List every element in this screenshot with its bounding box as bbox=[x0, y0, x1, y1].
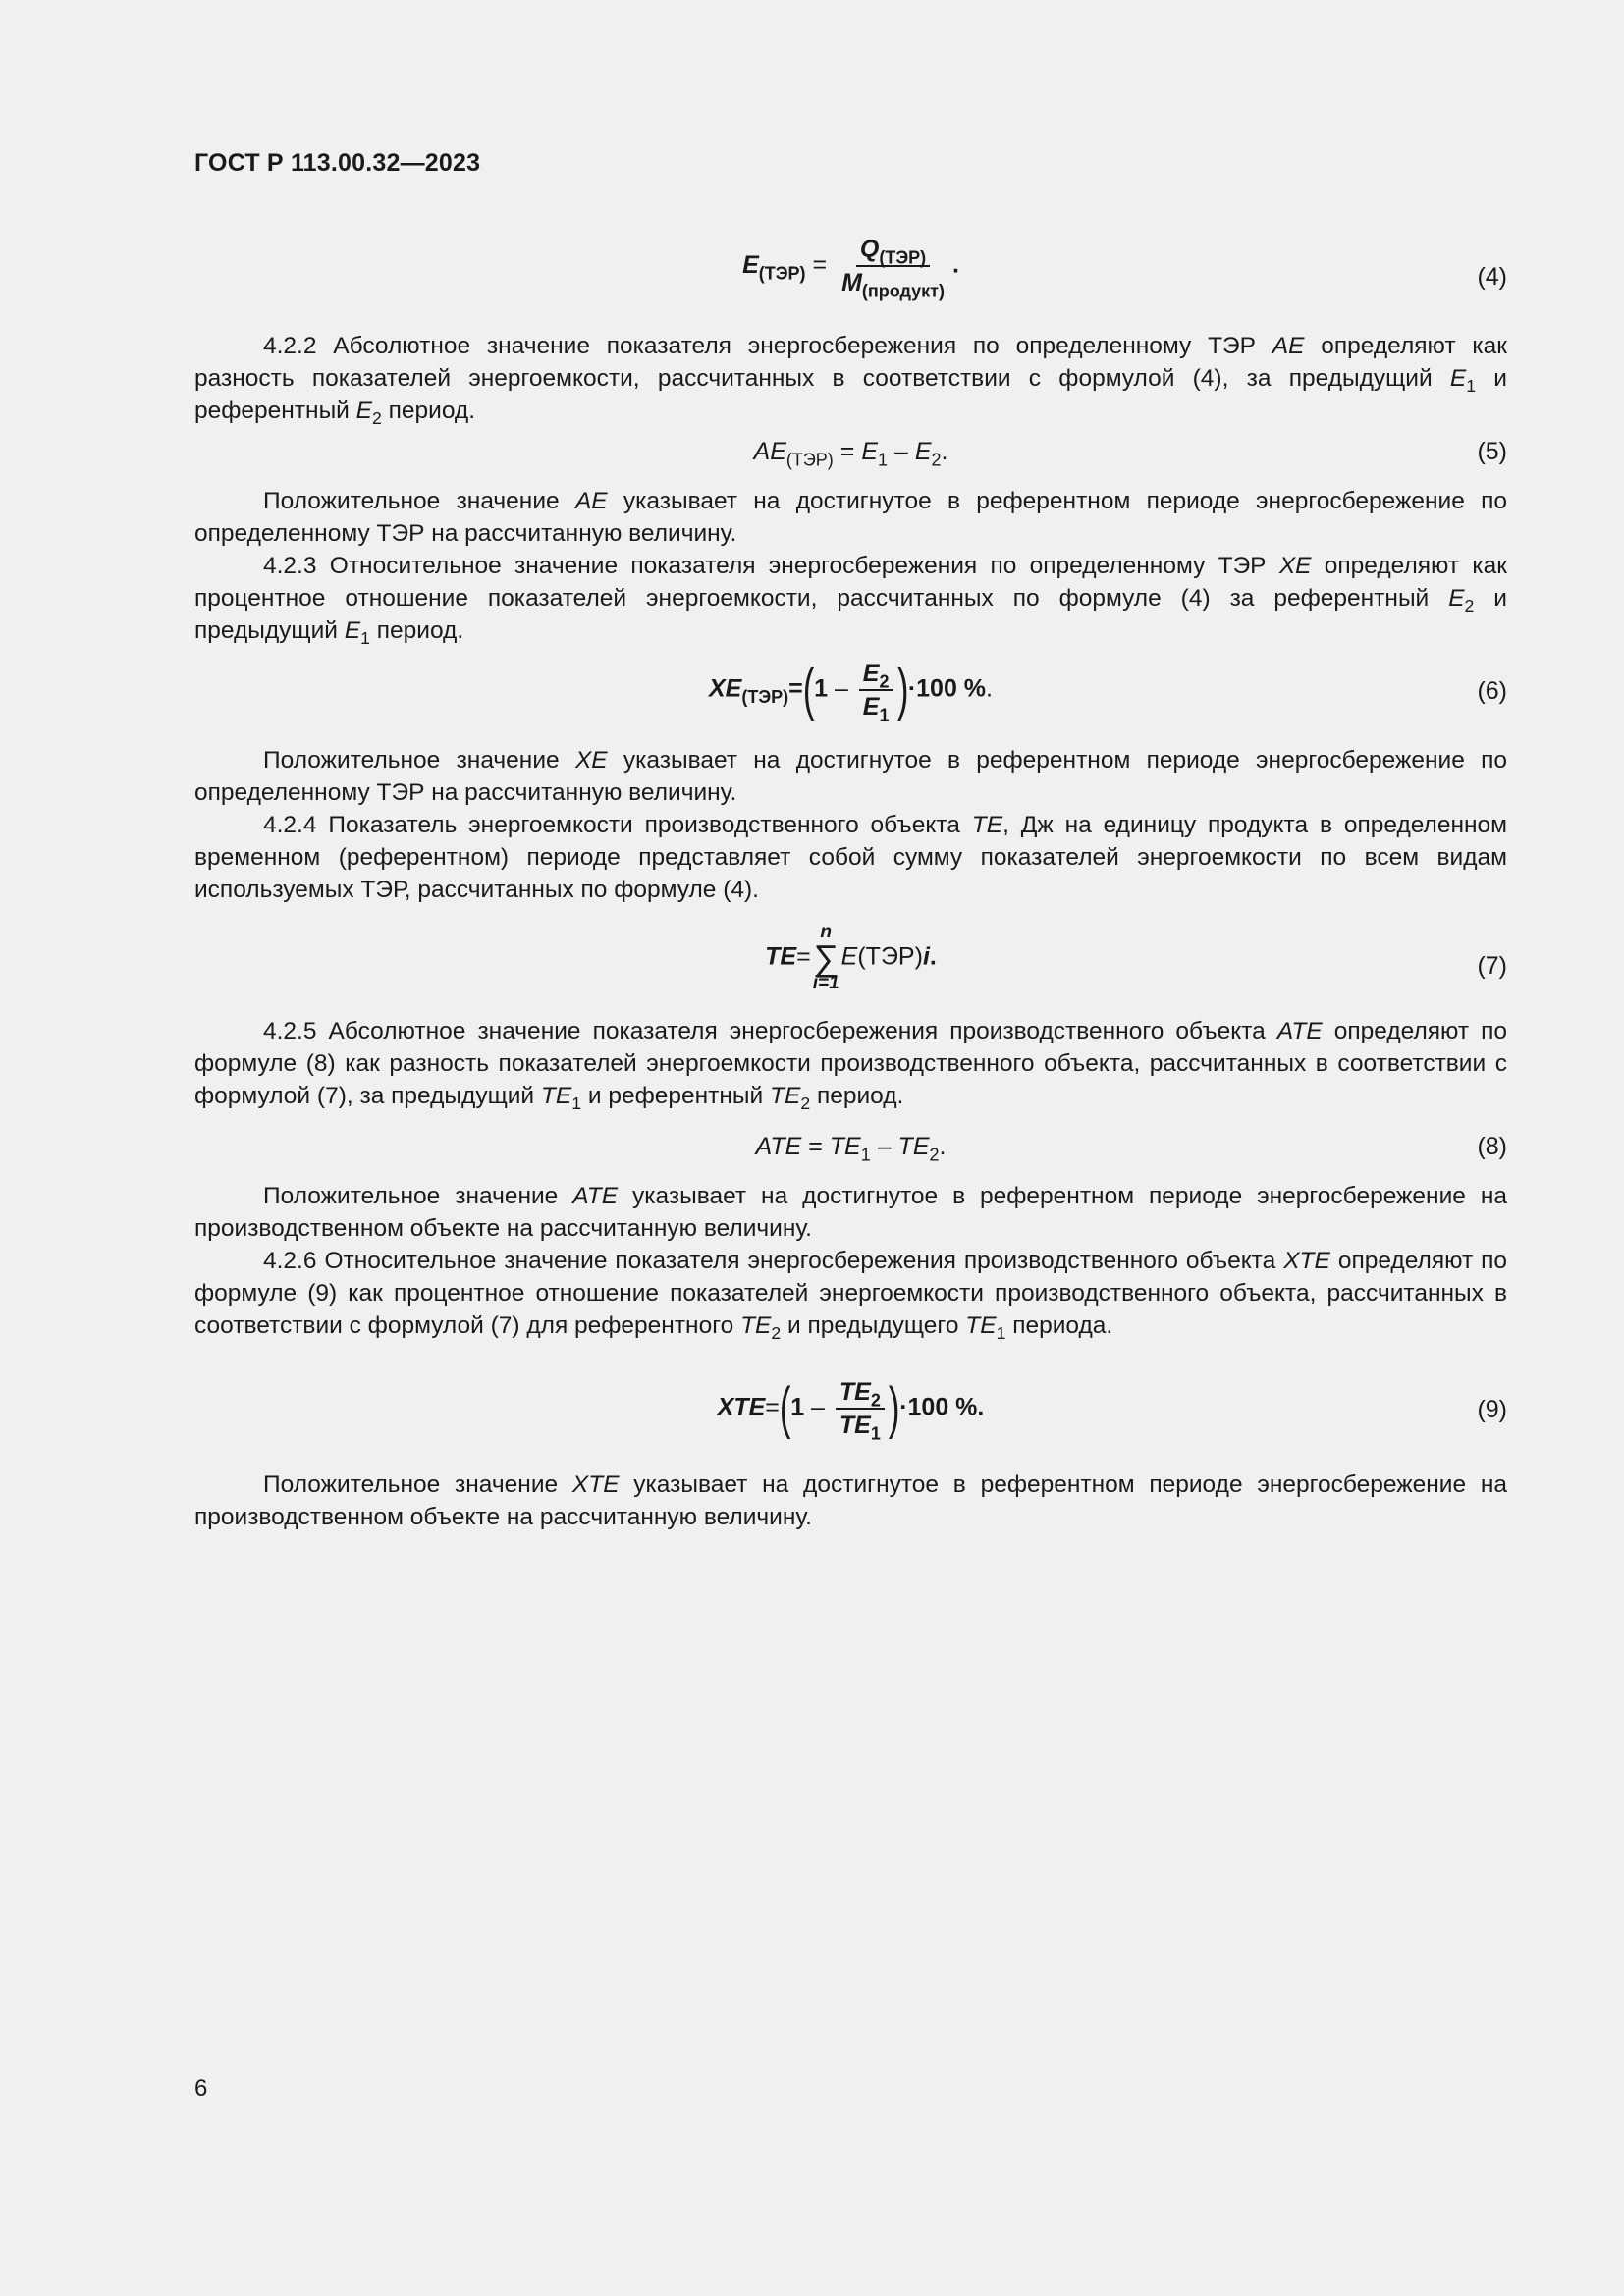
formula-9 bbox=[194, 1378, 1507, 1447]
equation-number-4: (4) bbox=[1477, 263, 1507, 291]
paragraph-4-2-2: 4.2.2 Абсолютное значение показателя энергосбережения по определенному ТЭР AE определяют как разность показателей энергоемкости, рассчитанных в соответствии с формулой (4), за предыдущий $E_1$ и референтный $E_2$ период. bbox=[194, 333, 1507, 429]
formula-9-expression: XTE=(1 – $\frac{TE_2}{TE_1}$ )·100 %. bbox=[717, 1376, 985, 1444]
formula-4-expression: $E_{(ТЭР)}$ = $\frac{Q_{(ТЭР)}}{M_{(продукт)}}$ . bbox=[742, 236, 959, 301]
equation-number-8: (8) bbox=[1477, 1133, 1507, 1160]
equation-number-5: (5) bbox=[1477, 438, 1507, 465]
paragraph-positive-ate: Положительное значение ATE указывает на достигнутое в референтном периоде энергосбережение на производственном объекте на рассчитанную величину. bbox=[194, 1183, 1507, 1242]
paragraph-positive-ae: Положительное значение AE указывает на достигнутое в референтном периоде энергосбережение по определенному ТЭР на рассчитанную величину. bbox=[194, 488, 1507, 547]
formula-8 bbox=[194, 1129, 1507, 1168]
formula-5 bbox=[194, 434, 1507, 473]
formula-7-expression: TE= n ∑ i=1 E(ТЭР)i. bbox=[765, 922, 937, 993]
formula-7 bbox=[194, 923, 1507, 1001]
formula-6-fraction: $\frac{E_2}{E_1}$ bbox=[859, 660, 893, 721]
document-code-header: ГОСТ Р 113.00.32—2023 bbox=[194, 149, 481, 177]
formula-5-expression: $AE_{(ТЭР)} = E_1 - E_2$. bbox=[753, 438, 948, 470]
formula-4-fraction: $\frac{Q_{(ТЭР)}}{M_{(продукт)}}$ bbox=[841, 236, 945, 301]
equation-number-6: (6) bbox=[1477, 677, 1507, 705]
formula-6-expression: $XE_{(ТЭР)}=(1$ – $\frac{E_2}{E_1}$ )·100 %. bbox=[708, 658, 993, 725]
formula-8-expression: ATE = $TE_1 - TE_2$. bbox=[755, 1133, 947, 1165]
equation-number-9: (9) bbox=[1477, 1396, 1507, 1423]
summation: n ∑ i=1 bbox=[812, 922, 839, 993]
page-number: 6 bbox=[194, 2075, 208, 2102]
equation-number-7: (7) bbox=[1477, 952, 1507, 980]
paragraph-4-2-4: 4.2.4 Показатель энергоемкости производственного объекта TE, Дж на единицу продукта в определенном временном (референтном) периоде представляет собой сумму показателей энергоемкости по всем видам используемых ТЭР, рассчитанных по формуле (4). bbox=[194, 812, 1508, 903]
paragraph-4-2-3: 4.2.3 Относительное значение показателя энергосбережения по определенному ТЭР XE определяют как процентное отношение показателей энергоемкости, рассчитанных по формуле (4) за референтный $E_2$ и предыдущий $E_1$ период. bbox=[194, 553, 1507, 649]
formula-4 bbox=[194, 236, 1507, 301]
paragraph-4-2-5: 4.2.5 Абсолютное значение показателя энергосбережения производственного объекта ATE определяют по формуле (8) как разность показателей энергоемкости производственного объекта, рассчитанных в соответствии с формулой (7), за предыдущий $TE_1$ и референтный $TE_2$ период. bbox=[194, 1018, 1508, 1114]
paragraph-positive-xte: Положительное значение XTE указывает на достигнутое в референтном периоде энергосбережение на производственном объекте на рассчитанную величину. bbox=[194, 1471, 1507, 1530]
paragraph-4-2-6: 4.2.6 Относительное значение показателя энергосбережения производственного объекта XTE определяют по формуле (9) как процентное отношение показателей энергоемкости производственного объекта, рассчитанных в соответствии с формулой (7) для референтного $TE_2$ и предыдущего $TE_1$ периода. bbox=[194, 1248, 1508, 1344]
paragraph-positive-xe: Положительное значение XE указывает на достигнутое в референтном периоде энергосбережение по определенному ТЭР на рассчитанную величину. bbox=[194, 747, 1507, 806]
formula-9-fraction: $\frac{TE_2}{TE_1}$ bbox=[836, 1378, 885, 1439]
formula-6 bbox=[194, 660, 1507, 728]
